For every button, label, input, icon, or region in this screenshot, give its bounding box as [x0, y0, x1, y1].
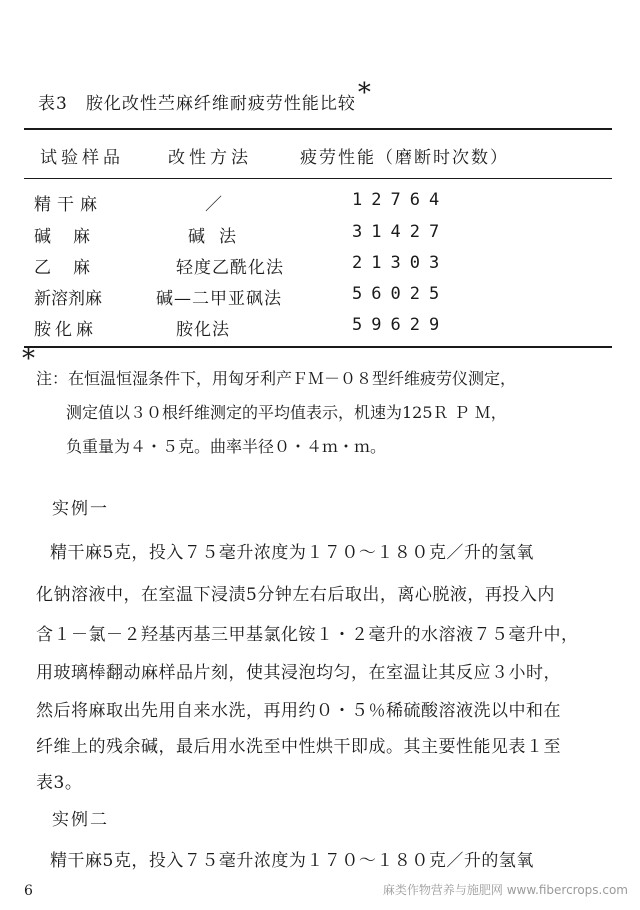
- table-header-fatigue: 疲劳性能（磨断时次数）: [300, 148, 509, 168]
- page-number: 6: [24, 883, 33, 899]
- example1-line: 表3。: [36, 773, 83, 793]
- row-value: 59629: [352, 315, 449, 335]
- row-sample: 碱麻: [34, 227, 112, 247]
- row-method: 胺化法: [176, 320, 230, 340]
- row-method: ／: [205, 195, 223, 215]
- row-value: 12764: [352, 190, 449, 210]
- note-line: 注：在恒温恒湿条件下，用匈牙利产ＦＭ－０８型纤维疲劳仪测定，: [36, 369, 517, 388]
- table-header-sample: 试验样品: [40, 148, 124, 168]
- row-sample: 胺化麻: [34, 320, 97, 340]
- note-mark: *: [22, 344, 35, 374]
- table-row: [0, 190, 640, 222]
- table-row: [0, 315, 640, 347]
- row-value: 56025: [352, 284, 449, 304]
- table-row: [0, 253, 640, 285]
- row-sample: 乙麻: [34, 258, 112, 278]
- watermark: 麻类作物营养与施肥网 www.fibercrops.com: [382, 883, 628, 897]
- row-value: 21303: [352, 253, 449, 273]
- example1-line: 化钠溶液中，在室温下浸渍5分钟左右后取出，离心脱液，再投入内: [36, 585, 555, 605]
- example1-line: 含１－氯－２羟基丙基三甲基氯化铵１・２毫升的水溶液７５毫升中，: [36, 625, 579, 645]
- example1-line: 然后将麻取出先用自来水洗，再用约０・５％稀硫酸溶液洗以中和在: [36, 701, 561, 721]
- note-line: 负重量为４・５克。曲率半径０・４ｍ・ｍ。: [66, 437, 387, 456]
- example2-heading: 实例二: [52, 810, 109, 830]
- table-header-method: 改性方法: [168, 148, 252, 168]
- row-method: 碱法: [188, 227, 250, 247]
- table-label: 表3: [38, 94, 68, 114]
- table-bottom-rule: [24, 346, 612, 348]
- example1-heading: 实例一: [52, 499, 109, 519]
- example2-line: 精干麻5克，投入７５毫升浓度为１７０～１８０克／升的氢氧: [50, 851, 534, 871]
- table-row: [0, 222, 640, 254]
- table-row: [0, 284, 640, 316]
- example1-line: 精干麻5克，投入７５毫升浓度为１７０～１８０克／升的氢氧: [50, 543, 534, 563]
- table-header-rule: [24, 178, 612, 179]
- table-title-text: 胺化改性苎麻纤维耐疲劳性能比较: [85, 94, 356, 114]
- example1-line: 纤维上的残余碱，最后用水洗至中性烘干即成。其主要性能见表１至: [36, 737, 561, 757]
- row-method: 碱—二甲亚砜法: [156, 289, 282, 309]
- table-title-mark: *: [357, 78, 372, 108]
- table-title: [38, 78, 372, 116]
- table-top-rule: [24, 128, 612, 130]
- note-line: 测定值以３０根纤维测定的平均值表示，机速为125Ｒ Ｐ Ｍ，: [66, 403, 507, 422]
- row-method: 轻度乙酰化法: [176, 258, 284, 278]
- row-value: 31427: [352, 222, 449, 242]
- row-sample: 精干麻: [34, 195, 103, 215]
- row-sample: 新溶剂麻: [34, 289, 102, 309]
- example1-line: 用玻璃棒翻动麻样品片刻，使其浸泡均匀，在室温让其反应３小时，: [36, 663, 561, 683]
